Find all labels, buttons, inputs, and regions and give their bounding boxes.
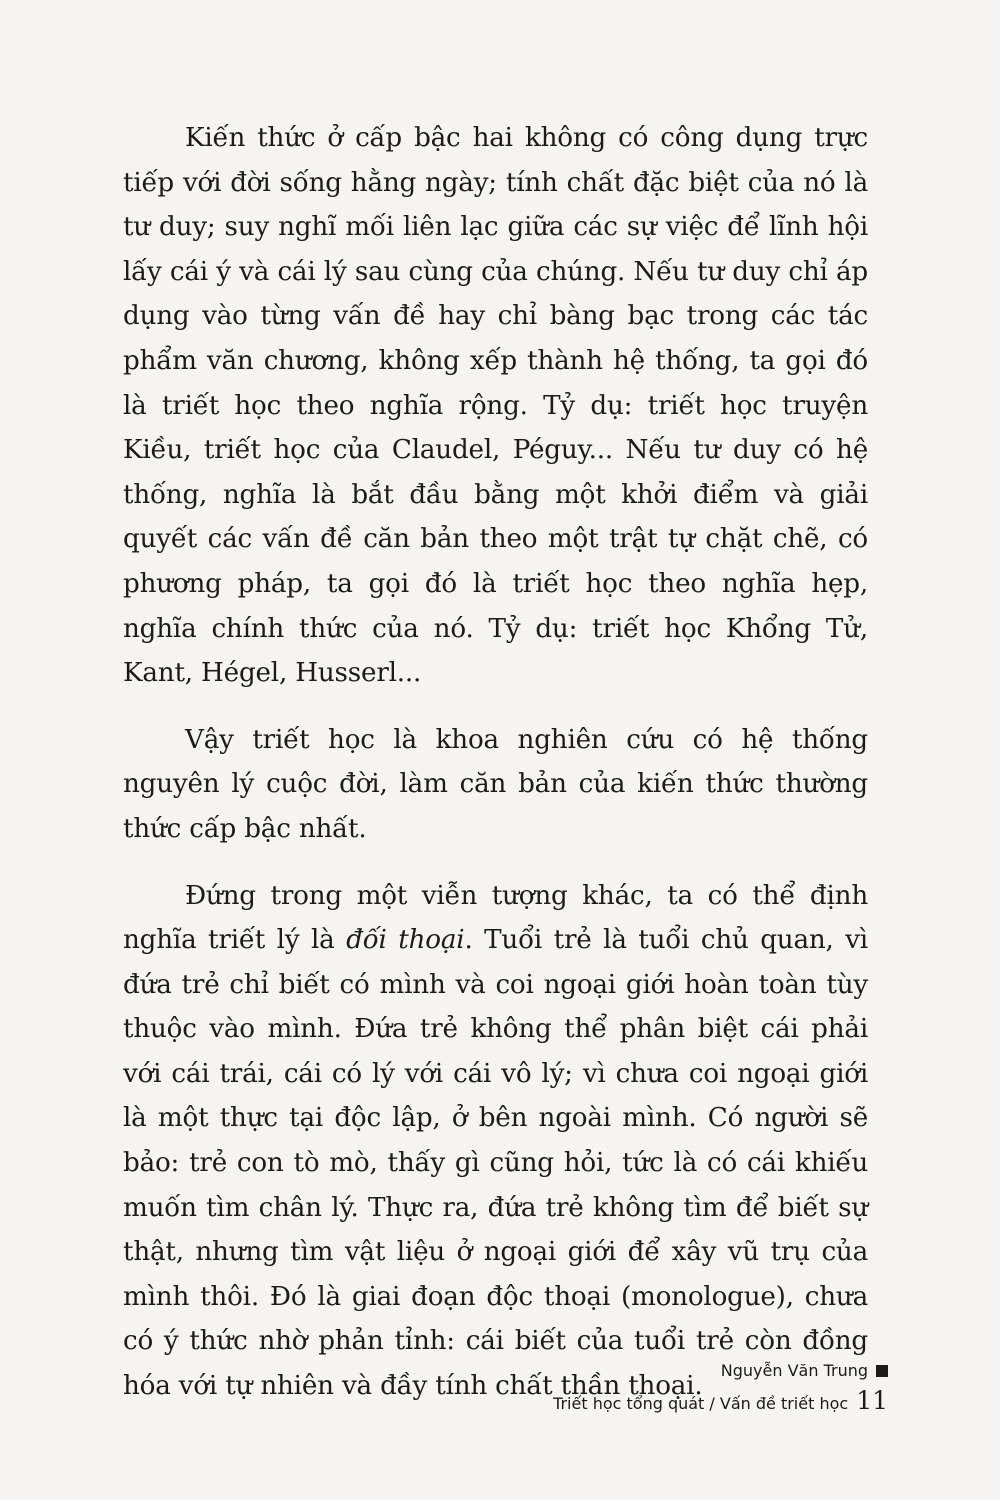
footer-book-title: Triết học tổng quát / Vấn đề triết học (553, 1394, 849, 1413)
page-number: 11 (856, 1386, 888, 1415)
main-text (123, 116, 868, 1409)
page-footer (553, 1360, 888, 1415)
paragraph-3-part-1: Đứng trong một viễn tượng khác, ta có thể định nghĩa triết lý là (123, 880, 868, 956)
paragraph-3 (123, 874, 868, 1409)
footer-author: Nguyễn Văn Trung (720, 1361, 868, 1380)
paragraph-1: Kiến thức ở cấp bậc hai không có công dụng trực tiếp với đời sống hằng ngày; tính chất đặc biệt của nó là tư duy; suy nghĩ mối liên lạc giữa các sự việc để lĩnh hội lấy cái ý và cái lý sau cùng của chúng. Nếu tư duy chỉ áp dụng vào từng vấn đề hay chỉ bàng bạc trong các tác phẩm văn chương, không xếp thành hệ thống, ta gọi đó là triết học theo nghĩa rộng. Tỷ dụ: triết học truyện Kiều, triết học của Claudel, Péguy... Nếu tư duy có hệ thống, nghĩa là bắt đầu bằng một khởi điểm và giải quyết các vấn đề căn bản theo một trật tự chặt chẽ, có phương pháp, ta gọi đó là triết học theo nghĩa hẹp, nghĩa chính thức của nó. Tỷ dụ: triết học Khổng Tử, Kant, Hégel, Husserl... (123, 123, 868, 689)
footer-author-row (553, 1360, 888, 1382)
black-square-icon (876, 1365, 888, 1377)
paragraph-3-italic-term: đối thoại (346, 925, 465, 956)
paragraph-3-part-2: . Tuổi trẻ là tuổi chủ quan, vì đứa trẻ chỉ biết có mình và coi ngoại giới hoàn toàn tùy thuộc vào mình. Đứa trẻ không thể phân biệt cái phải với cái trái, cái có lý với cái vô lý; vì chưa coi ngoại giới là một thực tại độc lập, ở bên ngoài mình. Có người sẽ bảo: trẻ con tò mò, thấy gì cũng hỏi, tức là có cái khiếu muốn tìm chân lý. Thực ra, đứa trẻ không tìm để biết sự thật, nhưng tìm vật liệu ở ngoại giới để xây vũ trụ của mình thôi. Đó là giai đoạn độc thoại (monologue), chưa có ý thức nhờ phản tỉnh: cái biết của tuổi trẻ còn đồng hóa với tự nhiên và đầy tính chất thần thoại. (123, 925, 868, 1402)
footer-title-row (553, 1388, 888, 1415)
paragraph-2: Vậy triết học là khoa nghiên cứu có hệ thống nguyên lý cuộc đời, làm căn bản của kiến thức thường thức cấp bậc nhất. (123, 724, 868, 844)
